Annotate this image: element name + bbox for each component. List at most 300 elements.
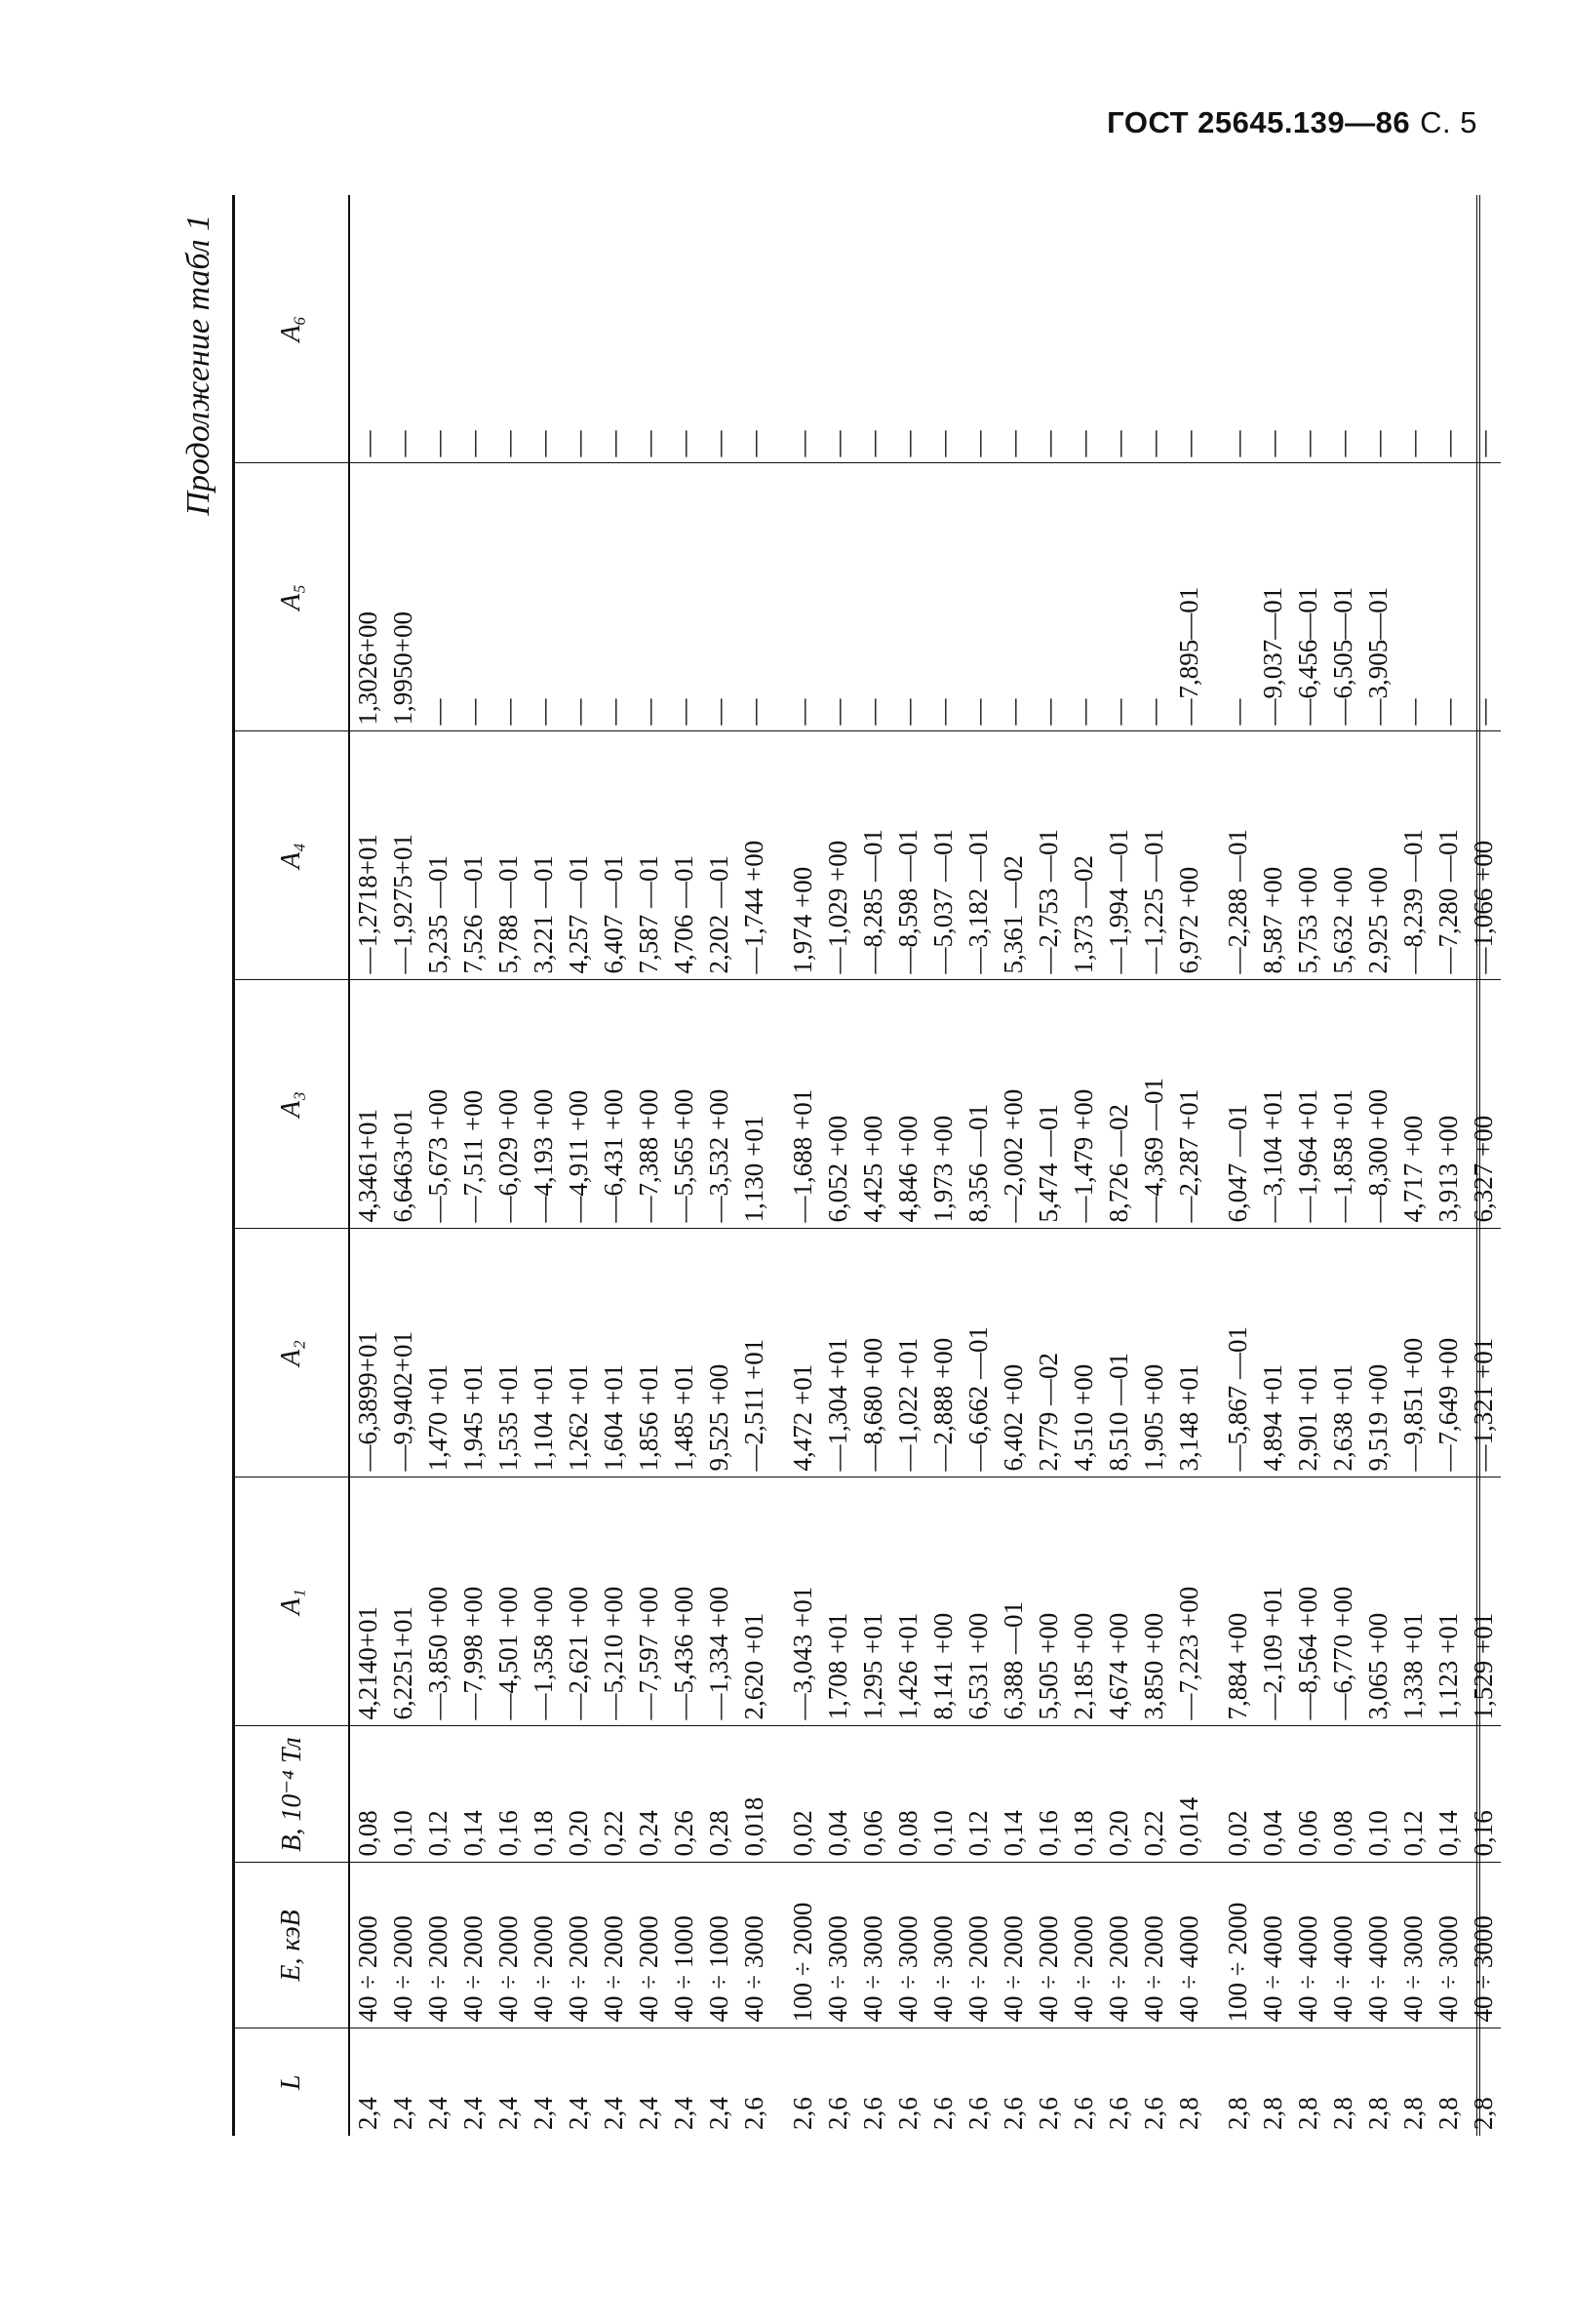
cell-a2: —2,511 +01	[736, 1229, 771, 1477]
cell-a6: —	[596, 195, 631, 463]
cell-a2: 1,104 +01	[526, 1229, 561, 1477]
cell-e: 100 ÷ 2000	[1220, 1863, 1255, 2029]
gap-cell	[1206, 1229, 1220, 1477]
cell-b: 0,08	[1325, 1726, 1360, 1863]
cell-a3: 5,474 —01	[1031, 980, 1066, 1229]
gap-cell	[771, 1229, 785, 1477]
cell-a1: 7,884 +00	[1220, 1477, 1255, 1726]
cell-a5: —	[925, 463, 961, 731]
cell-a6: —	[736, 195, 771, 463]
table-row	[925, 195, 961, 2136]
cell-e: 40 ÷ 2000	[631, 1863, 666, 2029]
cell-a2: 4,510 +00	[1066, 1229, 1101, 1477]
cell-a1: —1,334 +00	[701, 1477, 736, 1726]
cell-a6: —	[925, 195, 961, 463]
cell-a4: —1,744 +00	[736, 731, 771, 980]
cell-a5: —	[736, 463, 771, 731]
table-row	[820, 195, 855, 2136]
cell-l: 2,4	[423, 2097, 452, 2130]
cell-a1: 6,531 +00	[961, 1477, 996, 1726]
cell-a6: —	[1325, 195, 1360, 463]
cell-a4: 4,257 —01	[561, 731, 596, 980]
cell-a5: —	[996, 463, 1031, 731]
cell-e: 40 ÷ 2000	[561, 1863, 596, 2029]
cell-b: 0,14	[1431, 1726, 1466, 1863]
cell-e: 40 ÷ 2000	[1101, 1863, 1136, 2029]
cell-a2: 9,519 +00	[1360, 1229, 1395, 1477]
cell-a2: 1,905 +00	[1136, 1229, 1171, 1477]
cell-a2: 4,894 +01	[1255, 1229, 1290, 1477]
cell-a6: —	[996, 195, 1031, 463]
table-caption: Продолжение табл 1	[180, 215, 216, 516]
gap-cell	[771, 2029, 785, 2136]
cell-b: 0,12	[420, 1726, 455, 1863]
cell-a2: —2,888 +00	[925, 1229, 961, 1477]
group-gap	[771, 195, 785, 2136]
header-b: B, 10⁻⁴ Тл	[234, 1726, 350, 1863]
cell-a4: —8,239 —01	[1395, 731, 1431, 980]
cell-l: 2,6	[963, 2097, 993, 2130]
cell-a4: —7,280 —01	[1431, 731, 1466, 980]
cell-a5: —	[420, 463, 455, 731]
cell-l: 2,6	[999, 2097, 1028, 2130]
table-row	[1325, 195, 1360, 2136]
cell-a5: —	[961, 463, 996, 731]
cell-a2: 8,510 —01	[1101, 1229, 1136, 1477]
cell-a6: —	[561, 195, 596, 463]
cell-a1: 1,338 +01	[1395, 1477, 1431, 1726]
cell-l: 2,8	[1328, 2097, 1357, 2130]
cell-a4: 1,974 +00	[785, 731, 820, 980]
table-row	[666, 195, 701, 2136]
table-row	[1395, 195, 1431, 2136]
cell-a5: —	[596, 463, 631, 731]
cell-b: 0,10	[925, 1726, 961, 1863]
cell-a1: —7,223 +00	[1171, 1477, 1206, 1726]
gap-cell	[1206, 2029, 1220, 2136]
cell-l: 2,4	[353, 2097, 382, 2130]
cell-l: 2,6	[1069, 2097, 1098, 2130]
cell-a6: —	[1220, 195, 1255, 463]
cell-a5: —	[785, 463, 820, 731]
gap-cell	[771, 980, 785, 1229]
cell-a1: —4,501 +00	[491, 1477, 526, 1726]
cell-a6: —	[1066, 195, 1101, 463]
cell-a2: 1,856 +01	[631, 1229, 666, 1477]
cell-a3: —2,287 +01	[1171, 980, 1206, 1229]
cell-a2: —1,304 +01	[820, 1229, 855, 1477]
cell-e: 40 ÷ 4000	[1360, 1863, 1395, 2029]
cell-a1: 6,388 —01	[996, 1477, 1031, 1726]
cell-l: 2,6	[788, 2097, 817, 2130]
cell-l: 2,4	[388, 2097, 417, 2130]
cell-a1: 5,505 +00	[1031, 1477, 1066, 1726]
cell-a2: 2,901 +01	[1290, 1229, 1325, 1477]
cell-a2: 2,638 +01	[1325, 1229, 1360, 1477]
cell-a6: —	[1431, 195, 1466, 463]
cell-a2: —6,3899+01	[349, 1229, 385, 1477]
cell-a4: 8,587 +00	[1255, 731, 1290, 980]
cell-a3: —1,688 +01	[785, 980, 820, 1229]
cell-a5: —3,905—01	[1360, 463, 1395, 731]
cell-a3: 4,3461+01	[349, 980, 385, 1229]
cell-a5: —	[1101, 463, 1136, 731]
table-bottom-rule	[1476, 195, 1480, 2136]
cell-a3: —4,193 +00	[526, 980, 561, 1229]
cell-b: 0,16	[491, 1726, 526, 1863]
gap-cell	[771, 1726, 785, 1863]
cell-a2: 3,148 +01	[1171, 1229, 1206, 1477]
cell-b: 0,26	[666, 1726, 701, 1863]
coefficients-table	[232, 195, 1501, 2136]
cell-a6: —	[385, 195, 420, 463]
table-row	[701, 195, 736, 2136]
cell-a6: —	[526, 195, 561, 463]
cell-b: 0,04	[820, 1726, 855, 1863]
cell-e: 40 ÷ 4000	[1171, 1863, 1206, 2029]
cell-a3: —7,388 +00	[631, 980, 666, 1229]
rotated-table-block	[174, 195, 1498, 2136]
cell-a3: —3,104 +01	[1255, 980, 1290, 1229]
cell-e: 40 ÷ 2000	[349, 1863, 385, 2029]
table-row	[385, 195, 420, 2136]
cell-a6: —	[1466, 195, 1501, 463]
table-row	[1171, 195, 1206, 2136]
gap-cell	[771, 195, 785, 463]
cell-l: 2,4	[529, 2097, 558, 2130]
cell-a1: 4,674 +00	[1101, 1477, 1136, 1726]
cell-l: 2,8	[1469, 2097, 1498, 2130]
cell-a6: —	[1255, 195, 1290, 463]
cell-l: 2,8	[1293, 2097, 1322, 2130]
cell-a6: —	[855, 195, 890, 463]
cell-b: 0,22	[596, 1726, 631, 1863]
cell-a6: —	[1031, 195, 1066, 463]
cell-l: 2,6	[928, 2097, 958, 2130]
cell-a1: —3,043 +01	[785, 1477, 820, 1726]
cell-a2: 2,779 —02	[1031, 1229, 1066, 1477]
cell-a1: 1,426 +01	[890, 1477, 925, 1726]
cell-a1: 1,708 +01	[820, 1477, 855, 1726]
cell-a6: —	[961, 195, 996, 463]
table-row	[736, 195, 771, 2136]
cell-a2: 1,470 +01	[420, 1229, 455, 1477]
cell-l: 2,4	[704, 2097, 733, 2130]
cell-b: 0,06	[1290, 1726, 1325, 1863]
cell-l: 2,8	[1363, 2097, 1393, 2130]
cell-a4: 5,235 —01	[420, 731, 455, 980]
cell-l: 2,6	[858, 2097, 887, 2130]
cell-e: 40 ÷ 3000	[890, 1863, 925, 2029]
cell-a5: —	[1220, 463, 1255, 731]
cell-a1: 1,295 +01	[855, 1477, 890, 1726]
cell-e: 40 ÷ 4000	[1325, 1863, 1360, 2029]
table-row	[1066, 195, 1101, 2136]
cell-b: 0,14	[455, 1726, 491, 1863]
table-row	[455, 195, 491, 2136]
cell-e: 40 ÷ 2000	[420, 1863, 455, 2029]
cell-a3: 8,726 —02	[1101, 980, 1136, 1229]
cell-a4: 1,373 —02	[1066, 731, 1101, 980]
cell-a3: —4,369 —01	[1136, 980, 1171, 1229]
table-header-row	[234, 195, 350, 2136]
table-row	[1136, 195, 1171, 2136]
cell-a5: —	[455, 463, 491, 731]
cell-a1: —8,564 +00	[1290, 1477, 1325, 1726]
cell-a4: 7,526 —01	[455, 731, 491, 980]
cell-a4: —3,182 —01	[961, 731, 996, 980]
cell-a4: —1,9275+01	[385, 731, 420, 980]
header-a5: A₅	[234, 463, 350, 731]
cell-e: 40 ÷ 2000	[1031, 1863, 1066, 2029]
cell-e: 40 ÷ 2000	[596, 1863, 631, 2029]
table-row	[596, 195, 631, 2136]
cell-l: 2,4	[564, 2097, 593, 2130]
cell-a2: 4,472 +01	[785, 1229, 820, 1477]
cell-b: 0,018	[736, 1726, 771, 1863]
gap-cell	[771, 1863, 785, 2029]
cell-a6: —	[455, 195, 491, 463]
cell-a3: —1,858 +01	[1325, 980, 1360, 1229]
cell-e: 40 ÷ 3000	[1395, 1863, 1431, 2029]
cell-a5: 1,3026+00	[349, 463, 385, 731]
table-row	[526, 195, 561, 2136]
cell-a1: 8,141 +00	[925, 1477, 961, 1726]
cell-a6: —	[349, 195, 385, 463]
cell-l: 2,6	[893, 2097, 922, 2130]
cell-a4: 3,221 —01	[526, 731, 561, 980]
cell-l: 2,8	[1433, 2097, 1463, 2130]
cell-a6: —	[820, 195, 855, 463]
cell-a1: —3,850 +00	[420, 1477, 455, 1726]
cell-a4: 5,632 +00	[1325, 731, 1360, 980]
cell-e: 40 ÷ 2000	[1136, 1863, 1171, 2029]
cell-e: 100 ÷ 2000	[785, 1863, 820, 2029]
cell-b: 0,08	[890, 1726, 925, 1863]
group-gap	[1206, 195, 1220, 2136]
cell-a5: —	[561, 463, 596, 731]
cell-l: 2,6	[739, 2097, 768, 2130]
cell-b: 0,02	[1220, 1726, 1255, 1863]
cell-a3: 4,717 +00	[1395, 980, 1431, 1229]
cell-a4: 5,753 +00	[1290, 731, 1325, 980]
cell-a4: —1,994 —01	[1101, 731, 1136, 980]
cell-a4: —2,288 —01	[1220, 731, 1255, 980]
cell-a2: —7,649 +00	[1431, 1229, 1466, 1477]
cell-a3: —1,479 +00	[1066, 980, 1101, 1229]
cell-a1: —5,436 +00	[666, 1477, 701, 1726]
cell-a3: 3,913 +00	[1431, 980, 1466, 1229]
cell-a4: 2,925 +00	[1360, 731, 1395, 980]
cell-a3: 6,327 +00	[1466, 980, 1501, 1229]
cell-a5: —	[1466, 463, 1501, 731]
gap-cell	[1206, 195, 1220, 463]
cell-a6: —	[1290, 195, 1325, 463]
cell-l: 2,6	[1104, 2097, 1133, 2130]
cell-b: 0,06	[855, 1726, 890, 1863]
cell-b: 0,24	[631, 1726, 666, 1863]
cell-a6: —	[1360, 195, 1395, 463]
cell-a5: —	[666, 463, 701, 731]
cell-a6: —	[890, 195, 925, 463]
gap-cell	[771, 1477, 785, 1726]
gap-cell	[1206, 1726, 1220, 1863]
cell-a6: —	[491, 195, 526, 463]
cell-a4: —1,225 —01	[1136, 731, 1171, 980]
cell-a5: —6,456—01	[1290, 463, 1325, 731]
cell-a5: —	[1395, 463, 1431, 731]
table-row	[1255, 195, 1290, 2136]
table-row	[855, 195, 890, 2136]
table-row	[890, 195, 925, 2136]
cell-e: 40 ÷ 2000	[996, 1863, 1031, 2029]
cell-a6: —	[1171, 195, 1206, 463]
cell-a4: 6,972 +00	[1171, 731, 1206, 980]
cell-b: 0,10	[1360, 1726, 1395, 1863]
cell-b: 0,20	[1101, 1726, 1136, 1863]
cell-a2: 1,485 +01	[666, 1229, 701, 1477]
cell-a3: —1,964 +01	[1290, 980, 1325, 1229]
cell-e: 40 ÷ 3000	[925, 1863, 961, 2029]
cell-a3: —6,029 +00	[491, 980, 526, 1229]
cell-b: 0,04	[1255, 1726, 1290, 1863]
cell-a1: —2,621 +00	[561, 1477, 596, 1726]
cell-e: 40 ÷ 3000	[820, 1863, 855, 2029]
cell-e: 40 ÷ 4000	[1255, 1863, 1290, 2029]
cell-a5: —	[1136, 463, 1171, 731]
cell-a4: 5,788 —01	[491, 731, 526, 980]
cell-a5: —9,037—01	[1255, 463, 1290, 731]
header-a6: A₆	[234, 195, 350, 463]
cell-a2: 6,402 +00	[996, 1229, 1031, 1477]
cell-a3: 6,047 —01	[1220, 980, 1255, 1229]
table-row	[1290, 195, 1325, 2136]
gap-cell	[1206, 980, 1220, 1229]
cell-a5: —	[526, 463, 561, 731]
cell-b: 0,20	[561, 1726, 596, 1863]
cell-l: 2,6	[1034, 2097, 1063, 2130]
cell-a1: 6,2251+01	[385, 1477, 420, 1726]
cell-a4: —1,2718+01	[349, 731, 385, 980]
cell-a2: —6,662 —01	[961, 1229, 996, 1477]
cell-a1: —1,358 +00	[526, 1477, 561, 1726]
cell-e: 40 ÷ 3000	[1466, 1863, 1501, 2029]
cell-a3: —7,511 +00	[455, 980, 491, 1229]
cell-a3: —5,565 +00	[666, 980, 701, 1229]
table-row	[561, 195, 596, 2136]
cell-a1: —5,210 +00	[596, 1477, 631, 1726]
cell-l: 2,8	[1258, 2097, 1287, 2130]
cell-a1: —7,597 +00	[631, 1477, 666, 1726]
cell-e: 40 ÷ 2000	[455, 1863, 491, 2029]
table-row	[420, 195, 455, 2136]
table-row	[1466, 195, 1501, 2136]
cell-a2: 1,535 +01	[491, 1229, 526, 1477]
cell-e: 40 ÷ 2000	[385, 1863, 420, 2029]
gap-cell	[1206, 463, 1220, 731]
cell-b: 0,18	[1066, 1726, 1101, 1863]
cell-a1: 3,065 +00	[1360, 1477, 1395, 1726]
cell-a6: —	[1101, 195, 1136, 463]
cell-a1: —6,770 +00	[1325, 1477, 1360, 1726]
cell-a3: —6,431 +00	[596, 980, 631, 1229]
cell-e: 40 ÷ 2000	[1066, 1863, 1101, 2029]
cell-a5: —	[855, 463, 890, 731]
cell-e: 40 ÷ 4000	[1290, 1863, 1325, 2029]
cell-b: 0,08	[349, 1726, 385, 1863]
cell-a2: 9,525 +00	[701, 1229, 736, 1477]
cell-l: 2,4	[599, 2097, 628, 2130]
table-row	[349, 195, 385, 2136]
cell-e: 40 ÷ 2000	[491, 1863, 526, 2029]
cell-a4: —5,037 —01	[925, 731, 961, 980]
cell-l: 2,8	[1398, 2097, 1428, 2130]
header-a3: A₃	[234, 980, 350, 1229]
cell-a6: —	[631, 195, 666, 463]
cell-a5: —	[1066, 463, 1101, 731]
table-body	[349, 195, 1501, 2136]
cell-a4: —8,285 —01	[855, 731, 890, 980]
table-row	[785, 195, 820, 2136]
table-row	[1220, 195, 1255, 2136]
cell-a4: 4,706 —01	[666, 731, 701, 980]
cell-a2: —1,321 +01	[1466, 1229, 1501, 1477]
cell-a3: 4,846 +00	[890, 980, 925, 1229]
cell-a1: —2,109 +01	[1255, 1477, 1290, 1726]
header-a1: A₁	[234, 1477, 350, 1726]
cell-a2: —9,851 +00	[1395, 1229, 1431, 1477]
cell-b: 0,02	[785, 1726, 820, 1863]
cell-l: 2,4	[458, 2097, 488, 2130]
table-row	[1031, 195, 1066, 2136]
cell-e: 40 ÷ 1000	[666, 1863, 701, 2029]
cell-a3: —8,300 +00	[1360, 980, 1395, 1229]
gap-cell	[1206, 1863, 1220, 2029]
cell-a3: —5,673 +00	[420, 980, 455, 1229]
cell-a3: —2,002 +00	[996, 980, 1031, 1229]
cell-a1: 3,850 +00	[1136, 1477, 1171, 1726]
cell-a3: 1,130 +01	[736, 980, 771, 1229]
cell-e: 40 ÷ 2000	[961, 1863, 996, 2029]
header-l: L	[234, 2029, 350, 2136]
cell-a3: 4,425 +00	[855, 980, 890, 1229]
cell-a2: 1,262 +01	[561, 1229, 596, 1477]
cell-a1: 1,529 +01	[1466, 1477, 1501, 1726]
cell-a2: 1,604 +01	[596, 1229, 631, 1477]
cell-b: 0,014	[1171, 1726, 1206, 1863]
cell-b: 0,12	[961, 1726, 996, 1863]
cell-a5: 1,9950+00	[385, 463, 420, 731]
cell-a4: 7,587 —01	[631, 731, 666, 980]
header-a4: A₄	[234, 731, 350, 980]
cell-l: 2,4	[493, 2097, 523, 2130]
cell-a5: —	[1431, 463, 1466, 731]
cell-b: 0,16	[1466, 1726, 1501, 1863]
gap-cell	[771, 463, 785, 731]
cell-a2: —5,867 —01	[1220, 1229, 1255, 1477]
cell-a4: 6,407 —01	[596, 731, 631, 980]
cell-a3: 8,356 —01	[961, 980, 996, 1229]
cell-a5: —	[491, 463, 526, 731]
cell-e: 40 ÷ 2000	[526, 1863, 561, 2029]
cell-l: 2,6	[1139, 2097, 1168, 2130]
cell-l: 2,6	[823, 2097, 852, 2130]
cell-a3: 1,973 +00	[925, 980, 961, 1229]
cell-a5: —	[820, 463, 855, 731]
cell-a4: —1,029 +00	[820, 731, 855, 980]
cell-a6: —	[666, 195, 701, 463]
cell-a4: —2,753 —01	[1031, 731, 1066, 980]
